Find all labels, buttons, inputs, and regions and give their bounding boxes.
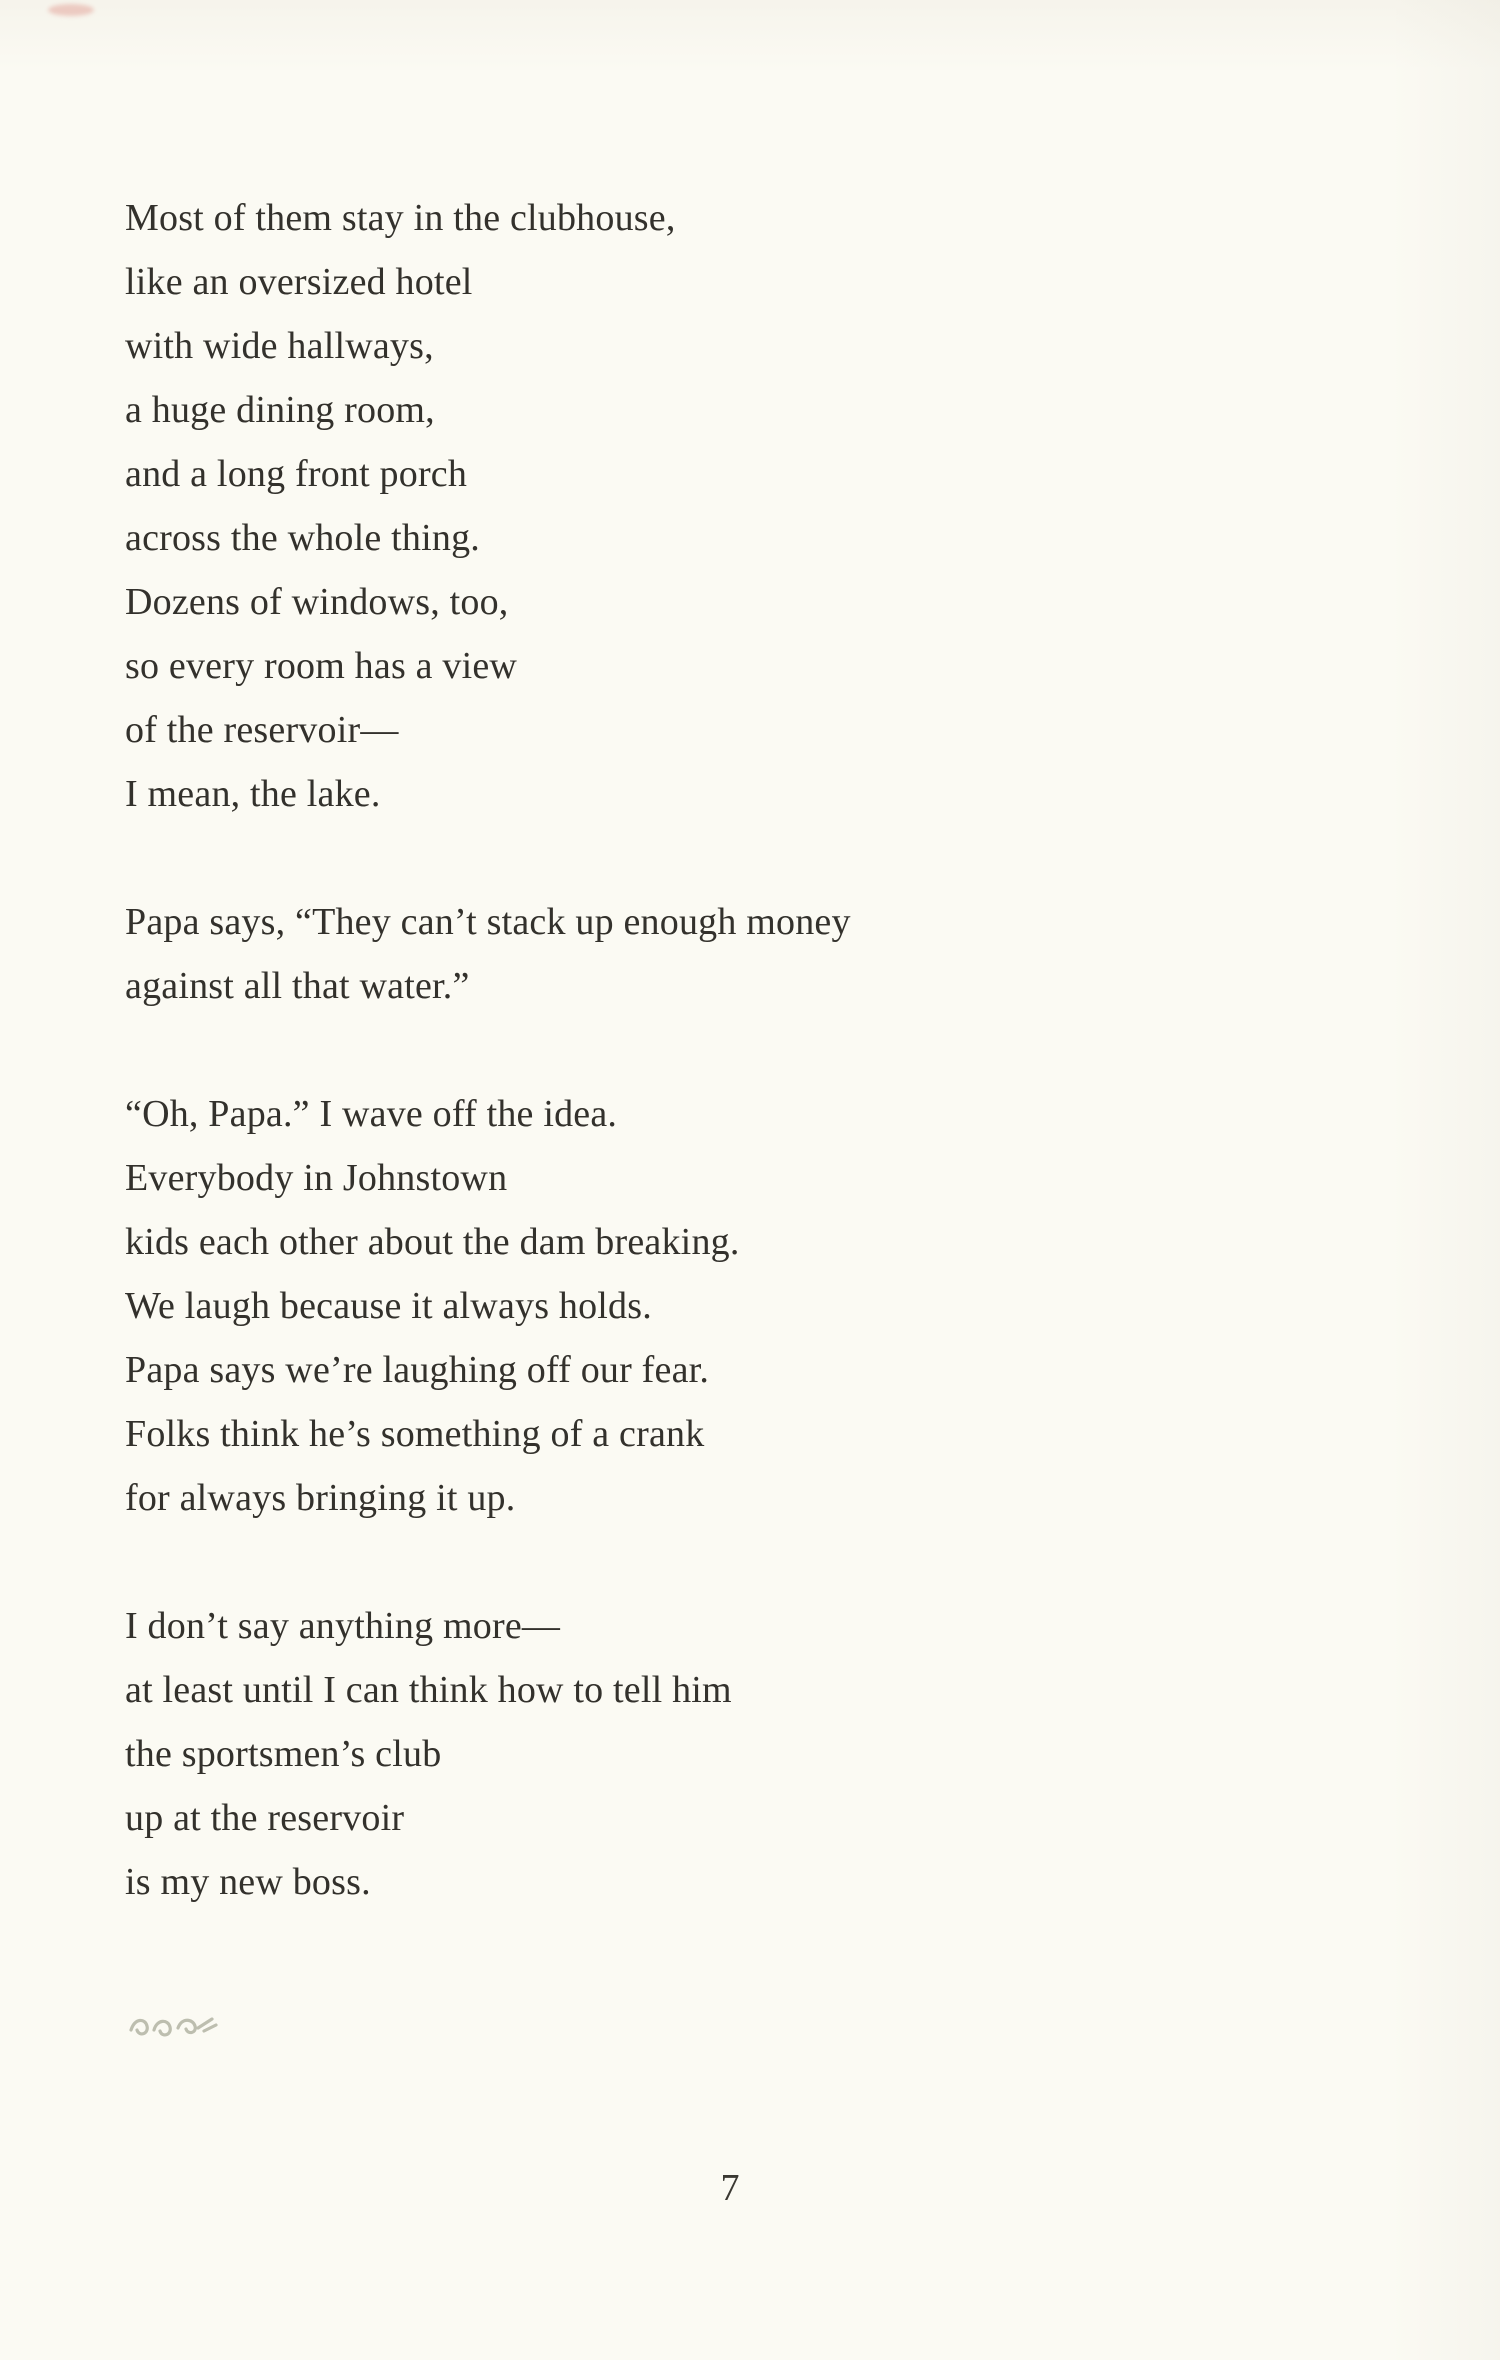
poem-line: for always bringing it up.: [125, 1477, 516, 1519]
poem-line: is my new boss.: [125, 1861, 371, 1903]
poem-line: Everybody in Johnstown: [125, 1157, 508, 1199]
stanza: [125, 1594, 1380, 1914]
poem-line: Dozens of windows, too,: [125, 581, 509, 623]
poem-line: We laugh because it always holds.: [125, 1285, 652, 1327]
poem-line: I don’t say anything more—: [125, 1605, 561, 1647]
poem-text: [125, 186, 1380, 1978]
poem-line: like an oversized hotel: [125, 261, 473, 303]
poem-line: at least until I can think how to tell him: [125, 1669, 732, 1711]
poem-line: Most of them stay in the clubhouse,: [125, 197, 676, 239]
poem-line: I mean, the lake.: [125, 773, 381, 815]
flourish-ornament-icon: [126, 2008, 222, 2053]
poem-line: up at the reservoir: [125, 1797, 405, 1839]
stanza: [125, 186, 1380, 826]
poem-line: across the whole thing.: [125, 517, 480, 559]
poem-line: against all that water.”: [125, 965, 470, 1007]
poem-line: Folks think he’s something of a crank: [125, 1413, 705, 1455]
poem-line: kids each other about the dam breaking.: [125, 1221, 740, 1263]
poem-line: with wide hallways,: [125, 325, 434, 367]
poem-line: and a long front porch: [125, 453, 468, 495]
poem-line: so every room has a view: [125, 645, 518, 687]
stanza: [125, 890, 1380, 1018]
stanza: [125, 1082, 1380, 1530]
poem-line: “Oh, Papa.” I wave off the idea.: [125, 1093, 618, 1135]
scan-smudge: [48, 4, 94, 16]
poem-line: Papa says we’re laughing off our fear.: [125, 1349, 710, 1391]
poem-line: a huge dining room,: [125, 389, 435, 431]
poem-line: of the reservoir—: [125, 709, 399, 751]
poem-line: Papa says, “They can’t stack up enough money: [125, 901, 851, 943]
poem-line: the sportsmen’s club: [125, 1733, 442, 1775]
page-number: 7: [720, 2167, 740, 2209]
